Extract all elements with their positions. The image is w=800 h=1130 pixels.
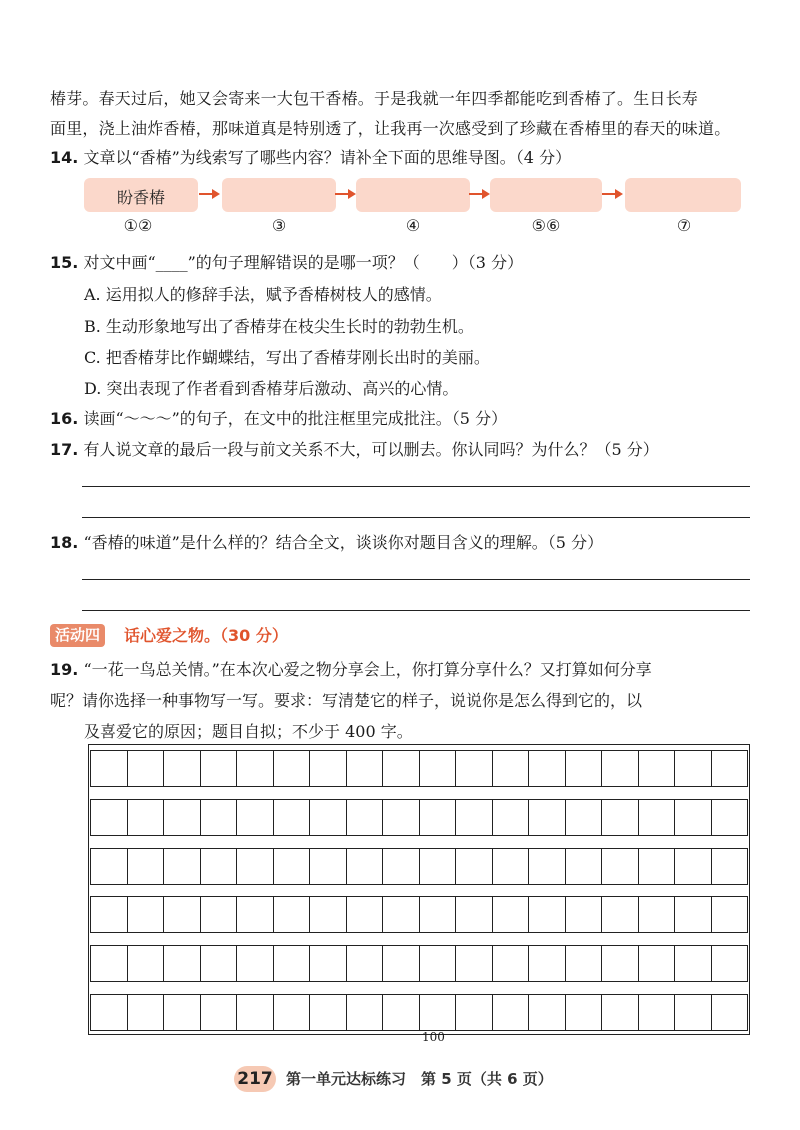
grid-cell[interactable]	[201, 751, 238, 786]
question-text-line-1: “一花一鸟总关情。”在本次心爱之物分享会上，你打算分享什么？又打算如何分享	[83, 660, 652, 679]
grid-cell[interactable]	[201, 800, 238, 835]
grid-cell[interactable]	[237, 800, 274, 835]
grid-cell[interactable]	[310, 897, 347, 932]
question-number: 16.	[50, 409, 79, 428]
grid-cell[interactable]	[456, 751, 493, 786]
grid-cell[interactable]	[566, 849, 603, 884]
grid-cell[interactable]	[493, 849, 530, 884]
grid-cell[interactable]	[712, 849, 748, 884]
grid-cell[interactable]	[164, 946, 201, 981]
grid-cell[interactable]	[602, 800, 639, 835]
grid-cell[interactable]	[201, 946, 238, 981]
grid-cell[interactable]	[529, 946, 566, 981]
grid-cell[interactable]	[91, 897, 128, 932]
grid-cell[interactable]	[91, 946, 128, 981]
grid-cell[interactable]	[164, 751, 201, 786]
grid-cell[interactable]	[274, 849, 311, 884]
option-a: A. 运用拟人的修辞手法，赋予香椿树枝人的感情。	[84, 285, 442, 304]
question-15	[50, 250, 523, 273]
grid-cell[interactable]	[310, 751, 347, 786]
grid-cell[interactable]	[420, 849, 457, 884]
grid-cell[interactable]	[383, 751, 420, 786]
grid-cell[interactable]	[237, 849, 274, 884]
grid-cell[interactable]	[420, 946, 457, 981]
grid-cell[interactable]	[128, 849, 165, 884]
grid-cell[interactable]	[91, 800, 128, 835]
grid-cell[interactable]	[675, 995, 712, 1030]
story-line-1: 椿芽。春天过后，她又会寄来一大包干香椿。于是我就一年四季都能吃到香椿了。生日长寿	[50, 89, 699, 108]
grid-cell[interactable]	[456, 995, 493, 1030]
grid-cell[interactable]	[164, 800, 201, 835]
grid-cell[interactable]	[529, 800, 566, 835]
mind-map-label-4: ⑤⑥	[531, 216, 561, 235]
question-text: 读画“～～～”的句子，在文中的批注框里完成批注。（5 分）	[83, 409, 508, 428]
grid-cell[interactable]	[274, 995, 311, 1030]
question-18	[50, 530, 603, 553]
mind-map-label-3: ④	[405, 216, 421, 235]
grid-cell[interactable]	[237, 897, 274, 932]
grid-row[interactable]	[90, 896, 748, 933]
grid-cell[interactable]	[493, 946, 530, 981]
grid-cell[interactable]	[493, 995, 530, 1030]
mind-map-box-5[interactable]	[625, 178, 741, 212]
grid-cell[interactable]	[347, 849, 384, 884]
answer-line[interactable]	[82, 517, 750, 518]
grid-cell[interactable]	[712, 946, 748, 981]
question-19	[50, 657, 652, 680]
arrow-right-icon	[469, 187, 491, 201]
question-text: 文章以“香椿”为线索写了哪些内容？请补全下面的思维导图。（4 分）	[83, 148, 572, 167]
question-text: 有人说文章的最后一段与前文关系不大，可以删去。你认同吗？为什么？（5 分）	[83, 440, 659, 459]
grid-row[interactable]	[90, 945, 748, 982]
grid-cell[interactable]	[164, 897, 201, 932]
grid-cell[interactable]	[274, 751, 311, 786]
grid-cell[interactable]	[274, 946, 311, 981]
grid-cell[interactable]	[602, 849, 639, 884]
mind-map-label-1: ①②	[123, 216, 153, 235]
grid-cell[interactable]	[602, 751, 639, 786]
grid-cell[interactable]	[347, 897, 384, 932]
grid-cell[interactable]	[164, 995, 201, 1030]
grid-cell[interactable]	[529, 897, 566, 932]
grid-cell[interactable]	[128, 800, 165, 835]
grid-cell[interactable]	[566, 995, 603, 1030]
grid-cell[interactable]	[420, 751, 457, 786]
question-number: 19.	[50, 660, 79, 679]
grid-cell[interactable]	[237, 995, 274, 1030]
grid-cell[interactable]	[383, 849, 420, 884]
grid-cell[interactable]	[529, 995, 566, 1030]
grid-cell[interactable]	[639, 897, 676, 932]
grid-cell[interactable]	[310, 849, 347, 884]
question-text: 对文中画“____”的句子理解错误的是哪一项？（ ）（3 分）	[83, 253, 524, 272]
grid-cell[interactable]	[639, 995, 676, 1030]
grid-cell[interactable]	[91, 849, 128, 884]
grid-cell[interactable]	[712, 751, 748, 786]
grid-cell[interactable]	[420, 897, 457, 932]
grid-cell[interactable]	[566, 897, 603, 932]
grid-cell[interactable]	[639, 751, 676, 786]
page-number-badge: 217	[234, 1066, 276, 1092]
grid-cell[interactable]	[493, 897, 530, 932]
grid-cell[interactable]	[383, 995, 420, 1030]
grid-cell[interactable]	[274, 800, 311, 835]
writing-grid-border	[88, 744, 750, 1035]
activity-tag: 活动四	[50, 624, 105, 647]
grid-cell[interactable]	[237, 946, 274, 981]
arrow-right-icon	[602, 187, 624, 201]
mind-map-label-2: ③	[271, 216, 287, 235]
question-19-line-3: 及喜爱它的原因；题目自拟；不少于 400 字。	[84, 722, 413, 741]
grid-cell[interactable]	[383, 800, 420, 835]
grid-cell[interactable]	[712, 800, 748, 835]
grid-cell[interactable]	[420, 800, 457, 835]
grid-cell[interactable]	[712, 995, 748, 1030]
question-17	[50, 437, 659, 460]
question-number: 15.	[50, 253, 79, 272]
grid-cell[interactable]	[383, 946, 420, 981]
grid-cell[interactable]	[128, 897, 165, 932]
mind-map-box-label: 盼香椿	[116, 188, 165, 207]
answer-line[interactable]	[82, 579, 750, 580]
grid-row[interactable]	[90, 799, 748, 836]
grid-cell[interactable]	[675, 897, 712, 932]
grid-cell[interactable]	[237, 751, 274, 786]
grid-cell[interactable]	[310, 800, 347, 835]
grid-cell[interactable]	[456, 946, 493, 981]
option-d: D. 突出表现了作者看到香椿芽后激动、高兴的心情。	[84, 379, 459, 398]
grid-cell[interactable]	[164, 849, 201, 884]
grid-cell[interactable]	[675, 849, 712, 884]
grid-cell[interactable]	[602, 995, 639, 1030]
question-number: 14.	[50, 148, 79, 167]
mind-map-box-3[interactable]	[356, 178, 470, 212]
answer-line[interactable]	[82, 486, 750, 487]
grid-cell[interactable]	[566, 751, 603, 786]
grid-cell[interactable]	[91, 751, 128, 786]
grid-count-label: 100	[422, 1030, 445, 1044]
grid-cell[interactable]	[201, 897, 238, 932]
question-number: 17.	[50, 440, 79, 459]
grid-row[interactable]	[90, 848, 748, 885]
question-16	[50, 406, 507, 429]
grid-cell[interactable]	[310, 946, 347, 981]
arrow-right-icon	[199, 187, 221, 201]
grid-cell[interactable]	[274, 897, 311, 932]
grid-cell[interactable]	[201, 995, 238, 1030]
grid-cell[interactable]	[91, 995, 128, 1030]
grid-row[interactable]	[90, 750, 748, 787]
question-19-line-2: 呢？请你选择一种事物写一写。要求：写清楚它的样子，说说你是怎么得到它的，以	[50, 691, 643, 710]
grid-cell[interactable]	[566, 800, 603, 835]
mind-map-box-1	[84, 178, 198, 212]
grid-cell[interactable]	[128, 995, 165, 1030]
grid-cell[interactable]	[128, 946, 165, 981]
grid-cell[interactable]	[347, 995, 384, 1030]
grid-cell[interactable]	[712, 897, 748, 932]
grid-cell[interactable]	[639, 800, 676, 835]
grid-cell[interactable]	[529, 751, 566, 786]
activity-title: 话心爱之物。（30 分）	[124, 626, 288, 645]
grid-cell[interactable]	[201, 849, 238, 884]
grid-cell[interactable]	[602, 946, 639, 981]
grid-cell[interactable]	[602, 897, 639, 932]
grid-cell[interactable]	[456, 849, 493, 884]
grid-cell[interactable]	[639, 849, 676, 884]
mind-map-label-5: ⑦	[676, 216, 692, 235]
grid-cell[interactable]	[383, 897, 420, 932]
grid-cell[interactable]	[347, 751, 384, 786]
grid-cell[interactable]	[493, 751, 530, 786]
grid-cell[interactable]	[347, 946, 384, 981]
mind-map-box-2[interactable]	[222, 178, 336, 212]
story-line-2: 面里，浇上油炸香椿，那味道真是特别透了，让我再一次感受到了珍藏在香椿里的春天的味道。	[50, 119, 731, 138]
grid-cell[interactable]	[675, 751, 712, 786]
grid-cell[interactable]	[310, 995, 347, 1030]
grid-cell[interactable]	[566, 946, 603, 981]
grid-cell[interactable]	[128, 751, 165, 786]
grid-row[interactable]	[90, 994, 748, 1031]
grid-cell[interactable]	[529, 849, 566, 884]
arrow-right-icon	[335, 187, 357, 201]
grid-cell[interactable]	[347, 800, 384, 835]
option-c: C. 把香椿芽比作蝴蝶结，写出了香椿芽刚长出时的美丽。	[84, 348, 490, 367]
mind-map-box-4[interactable]	[490, 178, 602, 212]
grid-cell[interactable]	[675, 800, 712, 835]
question-number: 18.	[50, 533, 79, 552]
question-14	[50, 145, 571, 168]
footer-text: 第一单元达标练习 第 5 页（共 6 页）	[286, 1070, 553, 1088]
grid-cell[interactable]	[456, 800, 493, 835]
grid-cell[interactable]	[639, 946, 676, 981]
question-text: “香椿的味道”是什么样的？结合全文，谈谈你对题目含义的理解。（5 分）	[83, 533, 604, 552]
option-b: B. 生动形象地写出了香椿芽在枝尖生长时的勃勃生机。	[84, 317, 474, 336]
grid-cell[interactable]	[493, 800, 530, 835]
grid-cell[interactable]	[675, 946, 712, 981]
grid-cell[interactable]	[456, 897, 493, 932]
grid-cell[interactable]	[420, 995, 457, 1030]
answer-line[interactable]	[82, 610, 750, 611]
